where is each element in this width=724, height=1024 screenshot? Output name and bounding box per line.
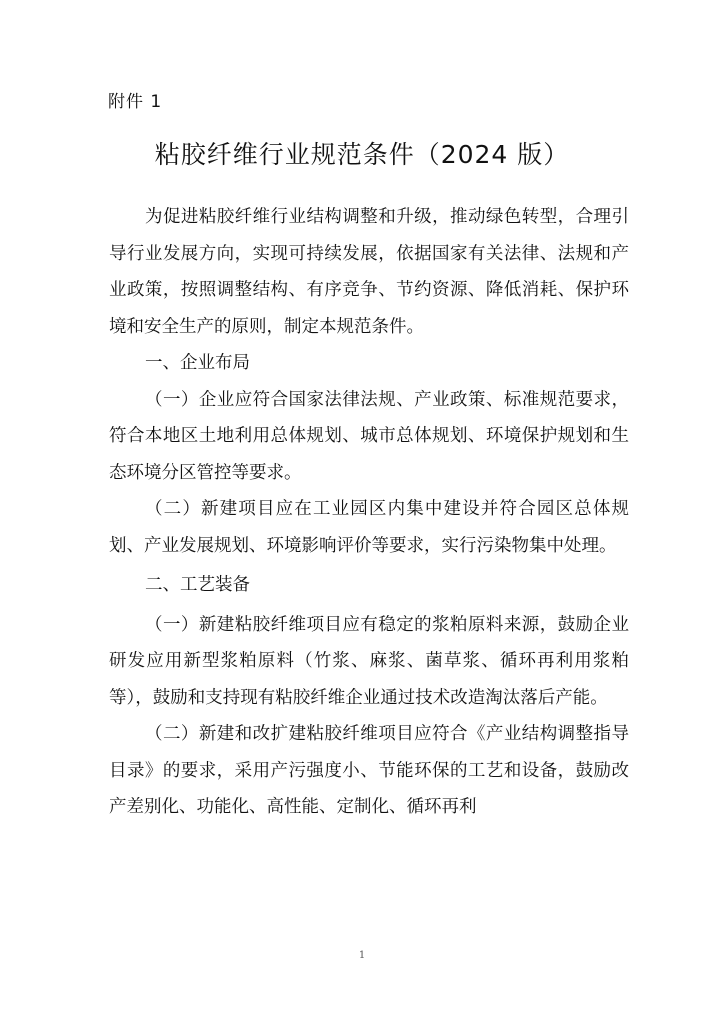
section-heading-layout: 一、企业布局 xyxy=(145,353,250,373)
layout-item-1: （一）企业应符合国家法律法规、产业政策、标准规范要求，符合本地区土地利用总体规划、城市总体规划、环境保护规划和生态环境分区管控等要求。 xyxy=(109,389,629,483)
intro-paragraph: 为促进粘胶纤维行业结构调整和升级，推动绿色转型，合理引导行业发展方向，实现可持续发展，依据国家有关法律、法规和产业政策，按照调整结构、有序竞争、节约资源、降低消耗、保护环境和安全生产的原则，制定本规范条件。 xyxy=(109,207,629,337)
layout-item-2: （二）新建项目应在工业园区内集中建设并符合园区总体规划、产业发展规划、环境影响评价等要求，实行污染物集中处理。 xyxy=(109,499,629,556)
document-title: 粘胶纤维行业规范条件（2024 版） xyxy=(154,140,570,169)
attachment-label: 附件 1 xyxy=(108,92,163,112)
page-number: 1 xyxy=(358,950,366,961)
process-item-1: （一）新建粘胶纤维项目应有稳定的浆粕原料来源，鼓励企业研发应用新型浆粕原料（竹浆、麻浆、菌草浆、循环再利用浆粕等），鼓励和支持现有粘胶纤维企业通过技术改造淘汰落后产能。 xyxy=(109,614,629,708)
document-body xyxy=(109,199,629,826)
process-item-2: （二）新建和改扩建粘胶纤维项目应符合《产业结构调整指导目录》的要求，采用产污强度小、节能环保的工艺和设备，鼓励改产差别化、功能化、高性能、定制化、循环再利 xyxy=(109,724,629,817)
section-heading-process: 二、工艺装备 xyxy=(145,575,250,595)
